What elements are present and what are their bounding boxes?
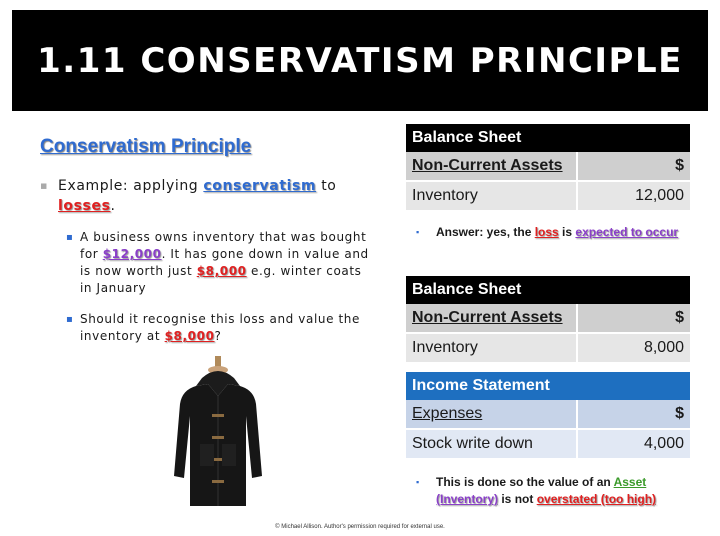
table-title: Income Statement bbox=[406, 372, 690, 400]
sub2-t1: Should it recognise this loss and value the inventory at bbox=[80, 312, 360, 343]
example-mid: to bbox=[316, 178, 337, 194]
example-text bbox=[58, 176, 370, 216]
bullet-marker: ▪ bbox=[416, 477, 420, 487]
coat-image bbox=[168, 356, 268, 512]
table-row bbox=[406, 333, 690, 362]
income-statement bbox=[406, 372, 690, 458]
sub1-t3: e.g. winter coats in January bbox=[80, 264, 362, 295]
row-value: 8,000 bbox=[577, 333, 690, 362]
sub2-t2: ? bbox=[214, 329, 222, 343]
sub-bullet-question bbox=[66, 311, 376, 345]
title-bar bbox=[12, 10, 708, 111]
bullet-marker: ▪ bbox=[416, 227, 420, 237]
answer2-pre: This is done so the value of an bbox=[436, 475, 614, 489]
column-unit: $ bbox=[577, 400, 690, 429]
keyword-loss: loss bbox=[534, 225, 559, 239]
row-value: 4,000 bbox=[577, 429, 690, 458]
sub1-t2: . It has gone down in value and is now worth just bbox=[80, 247, 369, 278]
explanation-bullet bbox=[416, 474, 696, 508]
answer-bullet bbox=[416, 224, 696, 241]
row-label: Inventory bbox=[406, 333, 577, 362]
sub-bullet-inventory bbox=[66, 229, 376, 297]
table-title: Balance Sheet bbox=[406, 276, 690, 304]
answer1-pre: Answer: yes, the bbox=[436, 225, 535, 239]
column-label: Non-Current Assets bbox=[406, 304, 577, 333]
sub-bullet-text bbox=[80, 311, 376, 345]
sub1-t1: A business owns inventory that was bought for bbox=[80, 230, 367, 261]
column-unit: $ bbox=[577, 152, 690, 181]
answer2-mid: is not bbox=[498, 492, 537, 506]
table-row bbox=[406, 429, 690, 458]
keyword-overstated: overstated (too high) bbox=[536, 492, 657, 506]
value-12000: $12,000 bbox=[102, 247, 162, 261]
value-8000: $8,000 bbox=[196, 264, 247, 278]
sub-bullet-marker: ▪ bbox=[66, 232, 74, 243]
balance-sheet-before bbox=[406, 124, 690, 210]
copyright-footer: © Michael Allison. Author's permission required for external use. bbox=[275, 524, 445, 530]
column-label: Expenses bbox=[406, 400, 577, 429]
keyword-asset: Asset bbox=[613, 475, 647, 489]
keyword-conservatism: conservatism bbox=[203, 178, 317, 194]
keyword-inventory: (Inventory) bbox=[436, 492, 499, 506]
table-row bbox=[406, 400, 690, 429]
column-unit: $ bbox=[577, 304, 690, 333]
answer1-mid: is bbox=[558, 225, 576, 239]
table-row bbox=[406, 181, 690, 210]
balance-sheet-after bbox=[406, 276, 690, 362]
explanation-text bbox=[436, 474, 696, 508]
answer-text bbox=[436, 224, 696, 241]
value-8000: $8,000 bbox=[164, 329, 215, 343]
row-label: Inventory bbox=[406, 181, 577, 210]
row-label: Stock write down bbox=[406, 429, 577, 458]
keyword-expected-to-occur: expected to occur bbox=[575, 225, 679, 239]
table-title: Balance Sheet bbox=[406, 124, 690, 152]
example-bullet bbox=[40, 176, 370, 216]
table-row bbox=[406, 152, 690, 181]
table-row bbox=[406, 304, 690, 333]
table-header-row bbox=[406, 372, 690, 400]
example-pre: Example: applying bbox=[58, 178, 204, 194]
table-header-row bbox=[406, 124, 690, 152]
table-header-row bbox=[406, 276, 690, 304]
slide-title: 1.11 CONSERVATISM PRINCIPLE bbox=[37, 40, 683, 81]
sub-bullet-marker: ▪ bbox=[66, 314, 74, 325]
sub-bullet-text bbox=[80, 229, 376, 297]
example-post: . bbox=[110, 198, 116, 214]
row-value: 12,000 bbox=[577, 181, 690, 210]
keyword-losses: losses bbox=[58, 198, 111, 214]
bullet-marker: ▪ bbox=[40, 179, 48, 192]
column-label: Non-Current Assets bbox=[406, 152, 577, 181]
section-heading: Conservatism Principle bbox=[40, 136, 252, 157]
